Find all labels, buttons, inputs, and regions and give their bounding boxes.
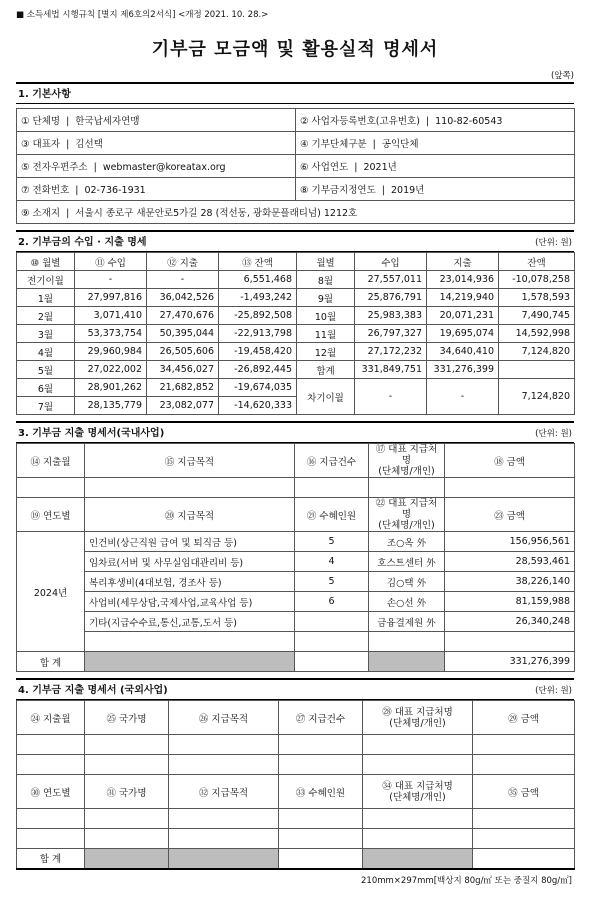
basic-cell: ⑧ 기부금지정연도 | 2019년: [296, 178, 575, 201]
beneficiaries-cell: 5: [295, 532, 369, 552]
section2-unit: (단위: 원): [535, 238, 572, 248]
col-header: ㉔ 지출월: [17, 701, 85, 735]
amount-cell: 25,983,383: [355, 307, 427, 325]
amount-cell: 29,960,984: [75, 343, 147, 361]
section3-heading: [16, 421, 574, 443]
col-header: 월별: [297, 253, 355, 271]
beneficiaries-cell: [295, 632, 369, 652]
section1-heading: [16, 82, 574, 104]
carry-over-cell: 7,124,820: [499, 379, 575, 415]
basic-row: [17, 109, 575, 132]
col-header: ㉜ 지급목적: [169, 775, 279, 809]
amount-cell: [445, 632, 575, 652]
month-cell: 1월: [17, 289, 75, 307]
total-value: 331,276,399: [445, 652, 575, 672]
month-cell: 11월: [297, 325, 355, 343]
overseas-expense-table: [16, 700, 575, 870]
payee-cell: 조○옥 外: [369, 532, 445, 552]
amount-cell: 28,901,262: [75, 379, 147, 397]
domestic-row: [17, 612, 575, 632]
col-header: ⑮ 지급목적: [85, 444, 295, 478]
amount-cell: 23,082,077: [147, 397, 219, 415]
purpose-cell: 복리후생비(4대보험, 경조사 등): [85, 572, 295, 592]
payee-cell: 호스트센터 外: [369, 552, 445, 572]
amount-cell: -22,913,798: [219, 325, 297, 343]
amount-cell: 27,997,816: [75, 289, 147, 307]
beneficiaries-cell: 6: [295, 592, 369, 612]
domestic-row: [17, 632, 575, 652]
basic-cell: ④ 기부단체구분 | 공익단체: [296, 132, 575, 155]
overseas-total-row: [17, 849, 575, 869]
domestic-expense-table: [16, 443, 575, 672]
amount-cell: 331,276,399: [427, 361, 499, 379]
amount-cell: -: [147, 271, 219, 289]
col-header: ㉟ 금액: [473, 775, 575, 809]
amount-cell: 1,578,593: [499, 289, 575, 307]
month-cell: 5월: [17, 361, 75, 379]
amount-cell: 53,373,754: [75, 325, 147, 343]
amount-cell: -: [75, 271, 147, 289]
month-cell: 6월: [17, 379, 75, 397]
domestic-header-b: [17, 498, 575, 532]
col-header: ⑯ 지급건수: [295, 444, 369, 478]
amount-cell: 156,956,561: [445, 532, 575, 552]
overseas-header-a: [17, 701, 575, 735]
amount-cell: 25,876,791: [355, 289, 427, 307]
amount-cell: [499, 361, 575, 379]
basic-cell: ⑥ 사업연도 | 2021년: [296, 155, 575, 178]
section3-title: 3. 기부금 지출 명세서(국내사업): [18, 428, 165, 439]
amount-cell: 34,456,027: [147, 361, 219, 379]
month-cell: 2월: [17, 307, 75, 325]
amount-cell: -19,674,035: [219, 379, 297, 397]
income-row: [17, 379, 575, 397]
income-row: [17, 307, 575, 325]
overseas-empty-row: [17, 809, 575, 829]
payee-cell: 김○택 外: [369, 572, 445, 592]
amount-cell: 21,682,852: [147, 379, 219, 397]
amount-cell: 50,395,044: [147, 325, 219, 343]
overseas-empty-row: [17, 735, 575, 755]
section4-title: 4. 기부금 지출 명세서 (국외사업): [18, 685, 168, 696]
col-header: ㉒ 대표 지급처명 (단체명/개인): [369, 498, 445, 532]
col-header: ㉗ 지급건수: [279, 701, 363, 735]
month-cell: 9월: [297, 289, 355, 307]
amount-cell: 27,557,011: [355, 271, 427, 289]
col-header: ㉛ 국가명: [85, 775, 169, 809]
basic-row: [17, 178, 575, 201]
col-header: ⑳ 지급목적: [85, 498, 295, 532]
purpose-cell: 인건비(상근직원 급여 및 퇴직금 등): [85, 532, 295, 552]
amount-cell: -1,493,242: [219, 289, 297, 307]
income-expense-table: [16, 252, 575, 415]
document-title: 기부금 모금액 및 활용실적 명세서: [151, 39, 439, 60]
purpose-cell: 사업비(세무상담,국제사업,교육사업 등): [85, 592, 295, 612]
amount-cell: 28,135,779: [75, 397, 147, 415]
basic-row: [17, 155, 575, 178]
amount-cell: 3,071,410: [75, 307, 147, 325]
amount-cell: 34,640,410: [427, 343, 499, 361]
overseas-empty-row: [17, 829, 575, 849]
month-cell: 10월: [297, 307, 355, 325]
amount-cell: 14,592,998: [499, 325, 575, 343]
month-cell: 3월: [17, 325, 75, 343]
amount-cell: -25,892,508: [219, 307, 297, 325]
amount-cell: 81,159,988: [445, 592, 575, 612]
col-header: 수입: [355, 253, 427, 271]
amount-cell: -14,620,333: [219, 397, 297, 415]
section2-heading: [16, 230, 574, 252]
payee-cell: [369, 632, 445, 652]
purpose-cell: 기타(지급수수료,통신,교통,도서 등): [85, 612, 295, 632]
amount-cell: -26,892,445: [219, 361, 297, 379]
payee-cell: 손○선 外: [369, 592, 445, 612]
paper-spec-footer: 210mm×297mm[백상지 80g/㎡ 또는 중질지 80g/㎡]: [361, 875, 572, 886]
col-header: ⑲ 연도별: [17, 498, 85, 532]
amount-cell: 7,124,820: [499, 343, 575, 361]
basic-cell: ③ 대표자 | 김선택: [17, 132, 296, 155]
section4-heading: [16, 678, 574, 700]
basic-info-table: [16, 108, 575, 224]
purpose-cell: 임차료(서버 및 사무실임대관리비 등): [85, 552, 295, 572]
domestic-row: [17, 532, 575, 552]
month-cell: 8월: [297, 271, 355, 289]
amount-cell: -10,078,258: [499, 271, 575, 289]
section1-title: 1. 기본사항: [18, 89, 71, 100]
income-row: [17, 361, 575, 379]
overseas-empty-row: [17, 755, 575, 775]
col-header: 지출: [427, 253, 499, 271]
purpose-cell: [85, 632, 295, 652]
amount-cell: 26,340,248: [445, 612, 575, 632]
domestic-total-row: [17, 652, 575, 672]
beneficiaries-cell: 4: [295, 552, 369, 572]
month-cell: 전기이월: [17, 271, 75, 289]
amount-cell: 36,042,526: [147, 289, 219, 307]
col-header: ⑩ 월별: [17, 253, 75, 271]
domestic-row: [17, 552, 575, 572]
overseas-header-b: [17, 775, 575, 809]
col-header: ⑪ 수입: [75, 253, 147, 271]
total-label: 합 계: [17, 849, 85, 869]
col-header: ㉝ 수혜인원: [279, 775, 363, 809]
section4-unit: (단위: 원): [535, 686, 572, 696]
amount-cell: 6,551,468: [219, 271, 297, 289]
payee-cell: 금융결제원 外: [369, 612, 445, 632]
month-cell: 7월: [17, 397, 75, 415]
carry-over-label: 차기이월: [297, 379, 355, 415]
basic-cell: ⑦ 전화번호 | 02-736-1931: [17, 178, 296, 201]
basic-cell: ② 사업자등록번호(고유번호) | 110-82-60543: [296, 109, 575, 132]
basic-cell-address: ⑨ 소재지 | 서울시 종로구 새문안로5가길 28 (적선동, 광화문플래티넘) 1212호: [17, 201, 575, 224]
col-header: ㉞ 대표 지급처명 (단체명/개인): [363, 775, 473, 809]
income-header-row: [17, 253, 575, 271]
domestic-row: [17, 572, 575, 592]
beneficiaries-cell: 5: [295, 572, 369, 592]
amount-cell: 26,505,606: [147, 343, 219, 361]
income-row: [17, 289, 575, 307]
amount-cell: 7,490,745: [499, 307, 575, 325]
basic-row: [17, 132, 575, 155]
total-label: 합 계: [17, 652, 85, 672]
side-note: (앞쪽): [550, 71, 574, 81]
amount-cell: 14,219,940: [427, 289, 499, 307]
basic-cell: ⑤ 전자우편주소 | webmaster@koreatax.org: [17, 155, 296, 178]
col-header: ㉑ 수혜인원: [295, 498, 369, 532]
amount-cell: 20,071,231: [427, 307, 499, 325]
col-header: 잔액: [499, 253, 575, 271]
col-header: ㉕ 국가명: [85, 701, 169, 735]
col-header: ⑭ 지출월: [17, 444, 85, 478]
domestic-empty-row: [17, 478, 575, 498]
col-header: ⑱ 금액: [445, 444, 575, 478]
amount-cell: 27,470,676: [147, 307, 219, 325]
basic-row: [17, 201, 575, 224]
amount-cell: -19,458,420: [219, 343, 297, 361]
col-header: ㉖ 지급목적: [169, 701, 279, 735]
carry-over-cell: -: [355, 379, 427, 415]
col-header: ㉚ 연도별: [17, 775, 85, 809]
amount-cell: 27,022,002: [75, 361, 147, 379]
basic-cell: ① 단체명 | 한국납세자연맹: [17, 109, 296, 132]
form-reference: ■ 소득세법 시행규칙 [별지 제6호의2서식] <개정 2021. 10. 28.>: [16, 10, 269, 20]
col-header: ㉙ 금액: [473, 701, 575, 735]
col-header: ⑫ 지출: [147, 253, 219, 271]
amount-cell: 331,849,751: [355, 361, 427, 379]
amount-cell: 38,226,140: [445, 572, 575, 592]
col-header: ㉓ 금액: [445, 498, 575, 532]
amount-cell: 23,014,936: [427, 271, 499, 289]
col-header: ⑬ 잔액: [219, 253, 297, 271]
month-cell: 합계: [297, 361, 355, 379]
amount-cell: 26,797,327: [355, 325, 427, 343]
carry-over-cell: -: [427, 379, 499, 415]
amount-cell: 28,593,461: [445, 552, 575, 572]
domestic-row: [17, 592, 575, 612]
col-header: ㉘ 대표 지급처명 (단체명/개인): [363, 701, 473, 735]
month-cell: 12월: [297, 343, 355, 361]
domestic-header-a: [17, 444, 575, 478]
year-cell: 2024년: [17, 532, 85, 652]
income-row: [17, 271, 575, 289]
beneficiaries-cell: [295, 612, 369, 632]
col-header: ⑰ 대표 지급처명 (단체명/개인): [369, 444, 445, 478]
section3-unit: (단위: 원): [535, 429, 572, 439]
amount-cell: 27,172,232: [355, 343, 427, 361]
income-row: [17, 343, 575, 361]
month-cell: 4월: [17, 343, 75, 361]
amount-cell: 19,695,074: [427, 325, 499, 343]
section2-title: 2. 기부금의 수입 · 지출 명세: [18, 237, 147, 248]
income-row: [17, 325, 575, 343]
